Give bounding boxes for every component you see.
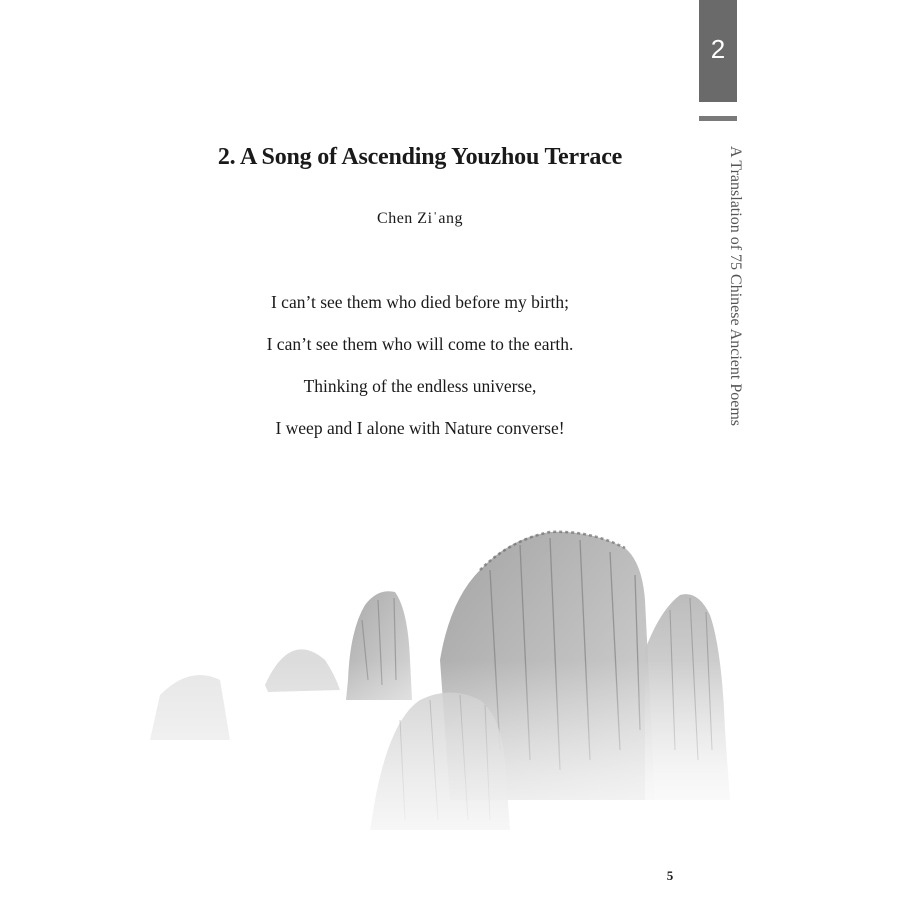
poem-line: I can’t see them who died before my birth; (270, 292, 570, 312)
poem-body (150, 288, 690, 456)
chapter-number: 2 (710, 34, 726, 64)
poem-author: Chen Ziˈang (377, 210, 463, 227)
page-number: 5 (666, 868, 674, 883)
chapter-tab (699, 0, 737, 102)
tab-divider (699, 116, 737, 121)
poem-line: Thinking of the endless universe, (303, 376, 537, 396)
poem-title: 2. A Song of Ascending Youzhou Terrace (217, 144, 623, 170)
poem-line: I weep and I alone with Nature converse! (275, 418, 565, 438)
running-head: A Translation of 75 Chinese Ancient Poems (727, 146, 744, 426)
mountain-landscape-illustration (150, 500, 750, 870)
poem-line: I can’t see them who will come to the earth. (266, 334, 574, 354)
